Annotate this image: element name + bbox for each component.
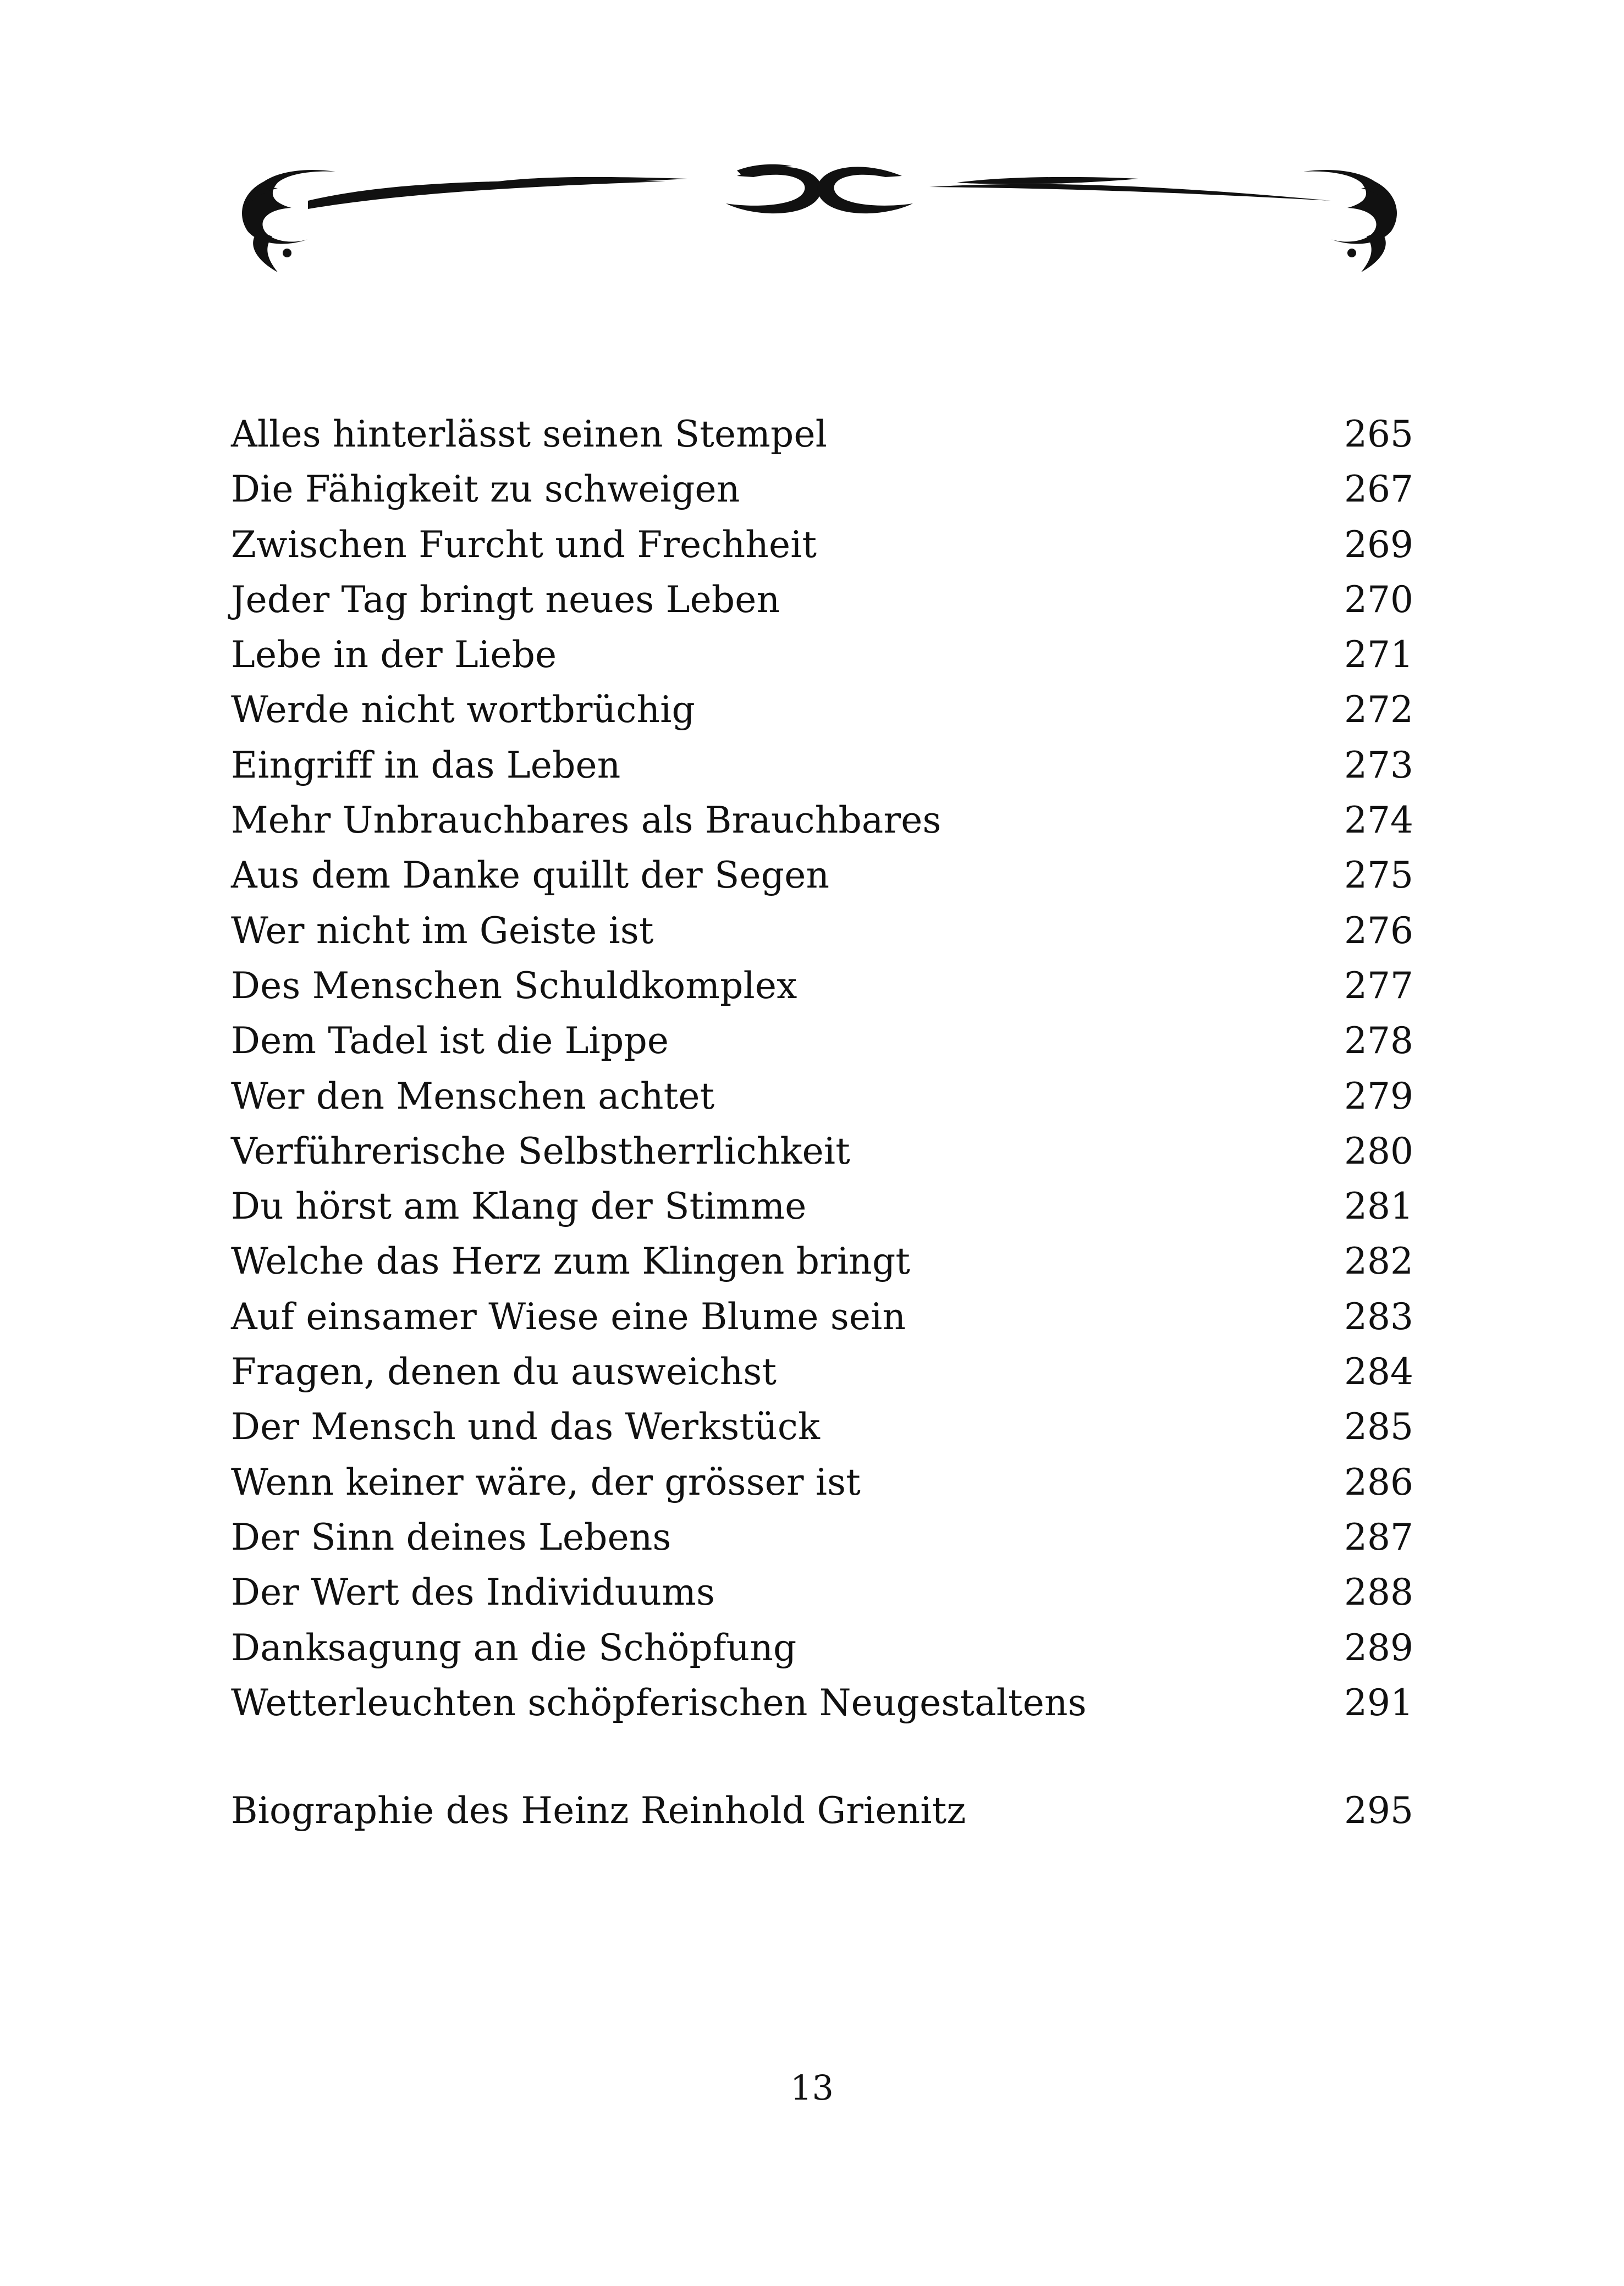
toc-entry-title: Wetterleuchten schöpferischen Neugestaltens: [231, 1681, 1087, 1724]
toc-entry-title: Wenn keiner wäre, der grösser ist: [231, 1461, 861, 1503]
toc-entry-title: Die Fähigkeit zu schweigen: [231, 468, 740, 511]
toc-entry-page: 265: [1344, 413, 1413, 455]
table-of-contents: [231, 407, 1413, 1838]
toc-entry-page: 276: [1344, 909, 1413, 952]
toc-entry-page: 289: [1344, 1626, 1413, 1669]
toc-entry-title: Des Menschen Schuldkomplex: [231, 964, 797, 1007]
art-nouveau-flourish-icon: [225, 148, 1413, 291]
toc-entry-page: 287: [1344, 1516, 1413, 1558]
toc-entry-title: Aus dem Danke quillt der Segen: [231, 854, 830, 897]
toc-entry-title: Dem Tadel ist die Lippe: [231, 1020, 669, 1062]
toc-entry-page: 270: [1344, 578, 1413, 621]
toc-entry-title: Fragen, denen du ausweichst: [231, 1351, 777, 1393]
toc-entry-title: Der Wert des Individuums: [231, 1571, 715, 1614]
toc-entry: [231, 1400, 1413, 1455]
toc-entry-title: Der Mensch und das Werkstück: [231, 1406, 821, 1448]
toc-entry: [231, 517, 1413, 572]
toc-entry-page: 295: [1344, 1789, 1413, 1832]
toc-entry: [231, 1455, 1413, 1510]
toc-entry-page: 272: [1344, 688, 1413, 731]
toc-entry: [231, 1179, 1413, 1234]
toc-entry-title: Du hörst am Klang der Stimme: [231, 1185, 807, 1228]
toc-entry-page: 288: [1344, 1571, 1413, 1614]
toc-entry-title: Welche das Herz zum Klingen bringt: [231, 1240, 911, 1283]
toc-entry: [231, 1676, 1413, 1731]
toc-entry-page: 273: [1344, 743, 1413, 786]
toc-entry: [231, 959, 1413, 1013]
toc-entry-page: 269: [1344, 523, 1413, 566]
toc-entry: [231, 1565, 1413, 1620]
toc-entry-page: 271: [1344, 634, 1413, 676]
toc-entry-title: Wer nicht im Geiste ist: [231, 909, 654, 952]
toc-entry: [231, 1124, 1413, 1179]
toc-entry: [231, 1069, 1413, 1124]
toc-entry: [231, 1621, 1413, 1676]
toc-entry: [231, 793, 1413, 848]
toc-entry-page: 274: [1344, 799, 1413, 842]
toc-entry-page: 282: [1344, 1240, 1413, 1283]
toc-entry-page: 281: [1344, 1185, 1413, 1228]
page-number: 13: [790, 2068, 834, 2108]
toc-entry-page: 279: [1344, 1075, 1413, 1117]
toc-entry-title: Alles hinterlässt seinen Stempel: [231, 413, 828, 455]
toc-entry: [231, 407, 1413, 462]
toc-entry-page: 284: [1344, 1351, 1413, 1393]
toc-entry: [231, 1345, 1413, 1400]
toc-entry: [231, 738, 1413, 793]
toc-entry-title: Eingriff in das Leben: [231, 743, 621, 786]
toc-entry: [231, 848, 1413, 903]
toc-entry-page: 286: [1344, 1461, 1413, 1503]
toc-entry-title: Zwischen Furcht und Frechheit: [231, 523, 817, 566]
toc-entry-title: Werde nicht wortbrüchig: [231, 688, 695, 731]
toc-entry-title: Biographie des Heinz Reinhold Grienitz: [231, 1789, 966, 1832]
toc-entry-page: 291: [1344, 1681, 1413, 1724]
toc-entry: [231, 1234, 1413, 1289]
toc-entry: [231, 627, 1413, 682]
toc-entry-title: Auf einsamer Wiese eine Blume sein: [231, 1295, 906, 1338]
toc-entry-title: Danksagung an die Schöpfung: [231, 1626, 797, 1669]
toc-entry-page: 283: [1344, 1295, 1413, 1338]
toc-entry: [231, 1013, 1413, 1068]
toc-entry-page: 285: [1344, 1406, 1413, 1448]
toc-entry-title: Jeder Tag bringt neues Leben: [231, 578, 780, 621]
toc-entry-title: Verführerische Selbstherrlichkeit: [231, 1130, 850, 1172]
toc-entry-title: Mehr Unbrauchbares als Brauchbares: [231, 799, 942, 842]
toc-entry-title: Wer den Menschen achtet: [231, 1075, 715, 1117]
toc-entry: [231, 1510, 1413, 1565]
toc-entry: [231, 682, 1413, 737]
toc-entry-page: 278: [1344, 1020, 1413, 1062]
toc-entry-page: 277: [1344, 964, 1413, 1007]
toc-entry-page: 275: [1344, 854, 1413, 897]
toc-entry-page: 280: [1344, 1130, 1413, 1172]
toc-entry: [231, 572, 1413, 627]
toc-entry: [231, 1783, 1413, 1838]
toc-entry: [231, 904, 1413, 959]
toc-entry-title: Lebe in der Liebe: [231, 634, 557, 676]
toc-entry-title: Der Sinn deines Lebens: [231, 1516, 671, 1558]
toc-entry-page: 267: [1344, 468, 1413, 511]
toc-entry: [231, 1290, 1413, 1345]
toc-entry: [231, 462, 1413, 517]
